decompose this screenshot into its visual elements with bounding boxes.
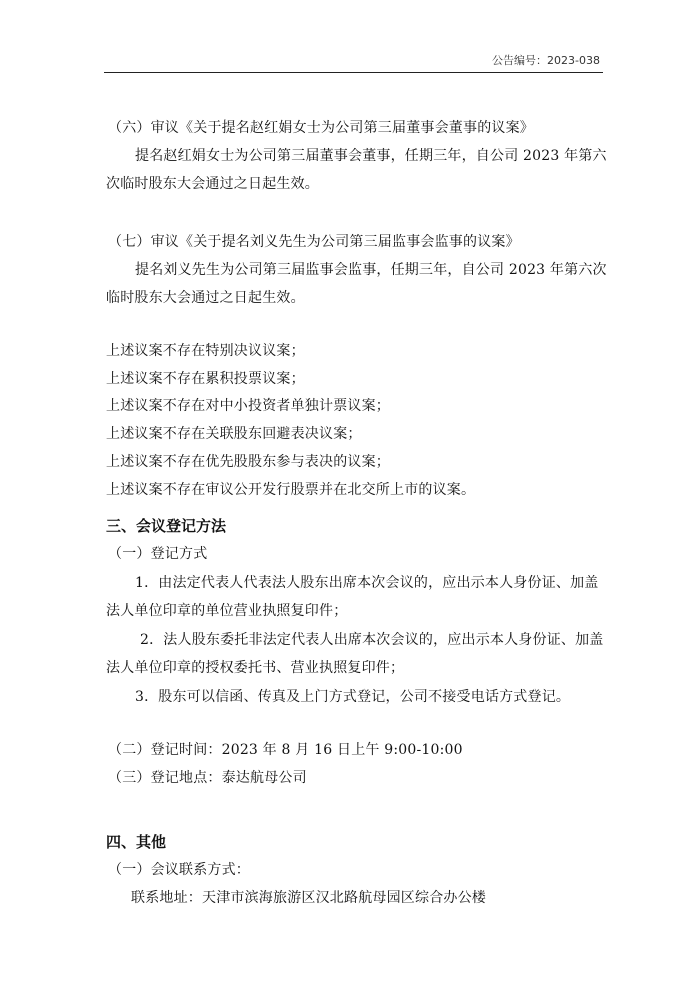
header-divider <box>104 72 603 73</box>
contact-address: 联系地址：天津市滨海旅游区汉北路航母园区综合办公楼 <box>131 890 486 906</box>
method-item-2-line1: 2．法人股东委托非法定代表人出席本次会议的，应出示本人身份证、加盖 <box>140 632 604 648</box>
section-4-heading: 四、其他 <box>106 833 167 851</box>
registration-method-title: （一）登记方式 <box>108 546 208 562</box>
contact-title: （一）会议联系方式： <box>108 862 250 878</box>
statement-small-investors: 上述议案不存在对中小投资者单独计票议案； <box>106 398 390 414</box>
method-item-1-line1: 1．由法定代表人代表法人股东出席本次会议的，应出示本人身份证、加盖 <box>135 575 599 591</box>
statement-bse-listing: 上述议案不存在审议公开发行股票并在北交所上市的议案。 <box>106 482 476 498</box>
section-3-heading: 三、会议登记方法 <box>106 517 227 535</box>
proposal-7-title: （七）审议《关于提名刘义先生为公司第三届监事会监事的议案》 <box>108 234 520 250</box>
method-item-3: 3．股东可以信函、传真及上门方式登记，公司不接受电话方式登记。 <box>135 689 571 705</box>
method-item-1-line2: 法人单位印章的单位营业执照复印件； <box>106 603 348 619</box>
statement-cumulative-voting: 上述议案不存在累积投票议案； <box>106 371 305 387</box>
proposal-7-body-line2: 临时股东大会通过之日起生效。 <box>106 290 305 306</box>
method-item-2-line2: 法人单位印章的授权委托书、营业执照复印件； <box>106 660 405 676</box>
proposal-6-body-line2: 次临时股东大会通过之日起生效。 <box>106 176 319 192</box>
proposal-6-body-line1: 提名赵红娟女士为公司第三届董事会董事，任期三年，自公司 2023 年第六 <box>135 148 607 164</box>
statement-related-shareholders: 上述议案不存在关联股东回避表决议案； <box>106 426 362 442</box>
proposal-6-title: （六）审议《关于提名赵红娟女士为公司第三届董事会董事的议案》 <box>108 120 534 136</box>
registration-time: （二）登记时间：2023 年 8 月 16 日上午 9:00-10:00 <box>108 742 463 758</box>
statement-special-resolution: 上述议案不存在特别决议议案； <box>106 343 305 359</box>
registration-place: （三）登记地点：泰达航母公司 <box>108 770 307 786</box>
statement-preferred-shares: 上述议案不存在优先股股东参与表决的议案； <box>106 454 390 470</box>
notice-number: 公告编号：2023-038 <box>492 54 600 67</box>
proposal-7-body-line1: 提名刘义先生为公司第三届监事会监事，任期三年，自公司 2023 年第六次 <box>135 262 607 278</box>
